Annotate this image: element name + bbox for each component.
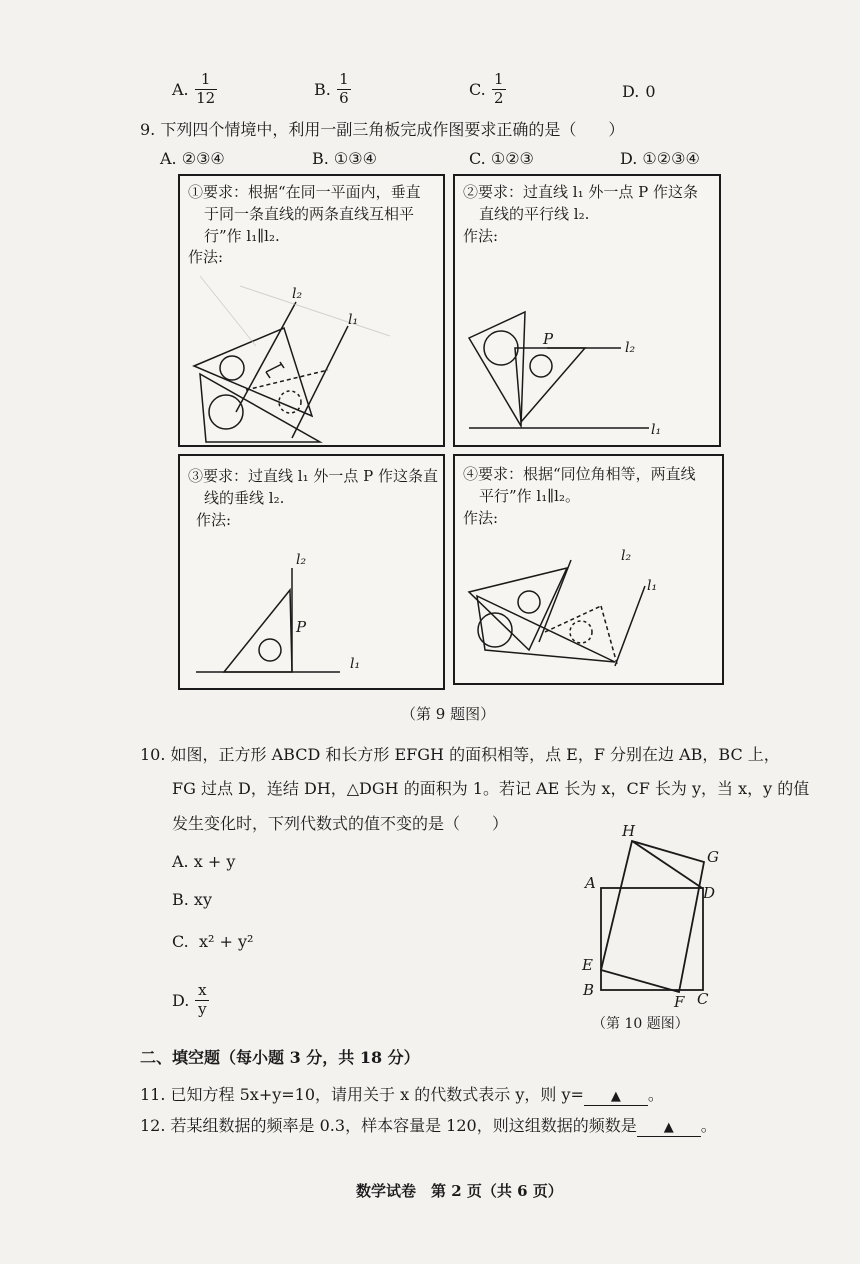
q9-figure-caption: （第 9 题图）	[401, 705, 496, 723]
panel-1-label-l2: l₂	[292, 286, 303, 302]
q9-stem: 9. 下列四个情境中，利用一副三角板完成作图要求正确的是（ ）	[140, 120, 625, 139]
q10-option-c: C. x² + y²	[172, 932, 254, 951]
q10-option-b: B. xy	[172, 890, 212, 909]
q10-option-d: D. $\frac{x}{y}$	[172, 983, 209, 1018]
q9-option-c: C. ①②③	[469, 149, 534, 168]
q10-option-a: A. x + y	[172, 852, 236, 871]
fraction: $\frac{1}{6}$	[337, 72, 351, 107]
answer-blank[interactable]: ▲	[584, 1089, 648, 1106]
panel-3-line-2: 线的垂线 l₂.	[204, 488, 285, 507]
fraction: $\frac{1}{2}$	[492, 72, 506, 107]
fraction: $\frac{1}{12}$	[196, 70, 216, 107]
panel-3-label-l2: l₂	[296, 552, 307, 568]
panel-1-method: 作法:	[188, 248, 224, 267]
q10-line-2: FG 过点 D，连结 DH，△DGH 的面积为 1。若记 AE 长为 x，CF 长为 y，当 x，y 的值	[172, 779, 810, 798]
label-e: E	[582, 956, 593, 974]
q10-figure-caption: （第 10 题图）	[592, 1016, 689, 1032]
panel-3-line-1: ③要求：过直线 l₁ 外一点 P 作这条直	[188, 467, 438, 485]
panel-3-label-p: P	[296, 618, 307, 636]
section-2-title: 二、填空题（每小题 3 分，共 18 分）	[140, 1048, 420, 1067]
q8-option-a: A. $\frac{1}{12}$	[172, 70, 216, 107]
panel-4-method: 作法:	[463, 508, 499, 527]
q8-option-c: C. $\frac{1}{2}$	[469, 72, 506, 107]
panel-4-label-l1: l₁	[647, 578, 658, 594]
label-c: C	[697, 990, 709, 1008]
label-d: D	[703, 884, 716, 902]
panel-1-label-l1: l₁	[348, 312, 359, 328]
fraction: $\frac{x}{y}$	[195, 983, 209, 1018]
panel-4-label-l2: l₂	[621, 548, 632, 564]
panel-2-line-1: ②要求：过直线 l₁ 外一点 P 作这条	[463, 183, 698, 201]
panel-1-line-3: 行”作 l₁∥l₂.	[204, 226, 280, 245]
label-h: H	[622, 822, 636, 840]
segment-dh	[632, 841, 702, 888]
panel-3-label-l1: l₁	[350, 656, 361, 672]
answer-blank[interactable]: ▲	[637, 1120, 701, 1137]
panel-3-method: 作法:	[196, 510, 232, 529]
panel-4-line-1: ④要求：根据“同位角相等，两直线	[463, 465, 696, 483]
label-f: F	[674, 993, 685, 1011]
q11: 11. 已知方程 5x+y=10，请用关于 x 的代数式表示 y，则 y= ▲ 。	[140, 1085, 664, 1104]
label-a: A	[585, 874, 596, 892]
panel-4-line-2: 平行”作 l₁∥l₂。	[479, 486, 580, 505]
rectangle-efgh	[601, 841, 704, 992]
panel-2-label-l2: l₂	[625, 340, 636, 356]
q9-option-d: D. ①②③④	[620, 149, 700, 168]
q9-option-a: A. ②③④	[160, 149, 225, 168]
q12: 12. 若某组数据的频率是 0.3，样本容量是 120，则这组数据的频数是 ▲ 。	[140, 1116, 717, 1135]
panel-1-line-1: ①要求：根据“在同一平面内，垂直	[188, 183, 421, 201]
panel-2-label-p: P	[543, 330, 554, 348]
page-footer: 数学试卷 第 2 页（共 6 页）	[356, 1182, 563, 1200]
q8-option-d: D. 0	[622, 82, 656, 101]
q10-line-3: 发生变化时，下列代数式的值不变的是（ ）	[172, 814, 509, 833]
label-b: B	[583, 981, 595, 999]
panel-2-method: 作法:	[463, 226, 499, 245]
q9-option-b: B. ①③④	[312, 149, 377, 168]
panel-2-line-2: 直线的平行线 l₂.	[479, 204, 590, 223]
panel-2-label-l1: l₁	[651, 422, 662, 438]
panel-1-line-2: 于同一条直线的两条直线互相平	[204, 204, 415, 223]
q8-option-b: B. $\frac{1}{6}$	[314, 72, 351, 107]
q10-line-1: 10. 如图，正方形 ABCD 和长方形 EFGH 的面积相等，点 E，F 分别在边 AB，BC 上，	[140, 745, 780, 764]
label-g: G	[707, 848, 719, 866]
